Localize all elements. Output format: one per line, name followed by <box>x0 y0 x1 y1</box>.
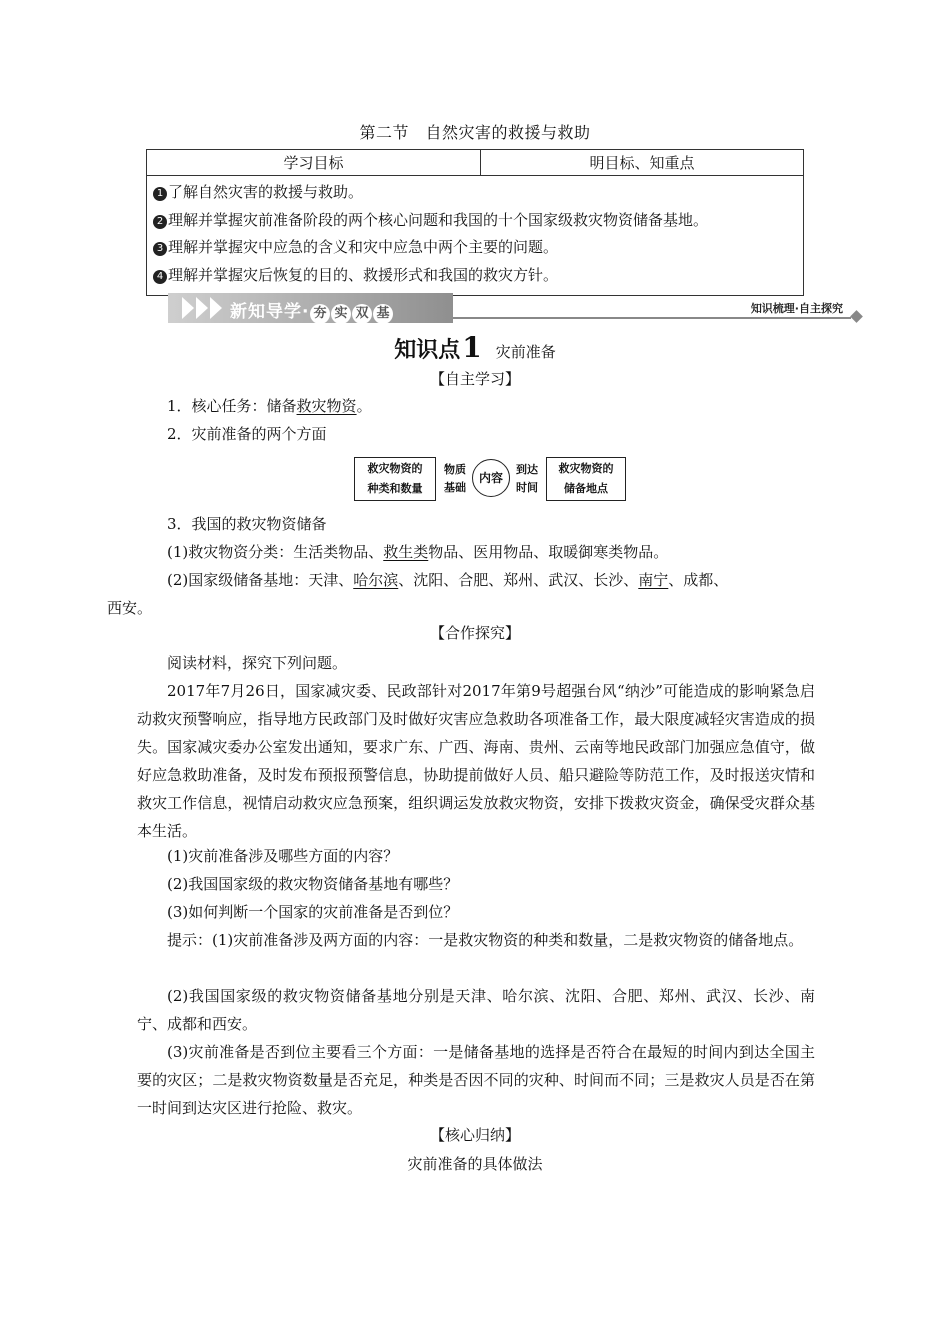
goals-list <box>147 176 804 296</box>
preparation-diagram <box>354 457 626 503</box>
question: (1)灾前准备涉及哪些方面的内容？ <box>167 847 399 865</box>
hint-paragraph: (2)我国国家级的救灾物资储备基地分别是天津、哈尔滨、沈阳、合肥、郑州、武汉、长沙、南宁、成都和西安。 <box>137 987 815 1033</box>
chevron-right-icon <box>182 297 194 319</box>
number-badge-icon: 4 <box>153 270 167 284</box>
chevron-right-icon <box>210 297 222 319</box>
number-badge-icon: 3 <box>153 242 167 256</box>
banner-title: 新知导学· 夯 实 双 基 <box>230 297 393 324</box>
paragraph: (2)国家级储备基地：天津、哈尔滨、沈阳、合肥、郑州、武汉、长沙、南宁、成都、 西安。 <box>107 571 729 617</box>
goals-header-col2: 明目标、知重点 <box>481 150 804 176</box>
banner-subtitle: 知识梳理·自主探究 <box>750 302 843 315</box>
chevron-right-icon <box>196 297 208 319</box>
question: (3)如何判断一个国家的灾前准备是否到位？ <box>167 903 459 921</box>
page-title: 第二节 自然灾害的救援与救助 <box>359 123 591 142</box>
goal-item: 4 理解并掌握灾后恢复的目的、救援形式和我国的救灾方针。 <box>153 262 803 290</box>
subheading: 灾前准备的具体做法 <box>407 1155 543 1173</box>
knowledge-point-heading: 知识点1 灾前准备 <box>394 331 556 364</box>
question: (2)我国国家级的救灾物资储备基地有哪些？ <box>167 875 459 893</box>
section-heading-core: 【核心归纳】 <box>429 1126 520 1144</box>
goal-item: 1 了解自然灾害的救援与救助。 <box>153 179 803 207</box>
paragraph: 3．我国的救灾物资储备 <box>167 515 327 533</box>
paragraph: 2．灾前准备的两个方面 <box>167 425 327 443</box>
goal-item: 3 理解并掌握灾中应急的含义和灾中应急中两个主要的问题。 <box>153 234 803 262</box>
paragraph: 1．核心任务：储备救灾物资。 <box>167 397 372 415</box>
number-badge-icon: 2 <box>153 215 167 229</box>
section-heading-self-study: 【自主学习】 <box>429 370 520 388</box>
diagram-label-left: 物质 基础 <box>444 463 466 494</box>
paragraph: 阅读材料，探究下列问题。 <box>167 654 348 672</box>
diamond-icon <box>850 310 863 323</box>
goal-item: 2 理解并掌握灾前准备阶段的两个核心问题和我国的十个国家级救灾物资储备基地。 <box>153 207 803 235</box>
material-paragraph: 2017年7月26日，国家减灾委、民政部针对2017年第9号超强台风“纳沙”可能造成的影响紧急启动救灾预警响应，指导地方民政部门及时做好灾害应急救助各项准备工作，最大限度减轻灾害造成的损失。国家减灾委办公室发出通知，要求广东、广西、海南、贵州、云南等地民政部门加强应急值守，做好应急救助准备，及时发布预报预警信息，协助提前做好人员、船只避险等防范工作，及时报送灾情和救灾工作信息，视情启动救灾应急预案，组织调运发放救灾物资，安排下拨救灾资金，确保受灾群众基本生活。 <box>137 682 815 840</box>
number-badge-icon: 1 <box>153 187 167 201</box>
diagram-box-left: 救灾物资的 种类和数量 <box>354 457 436 501</box>
diagram-box-right: 救灾物资的 储备地点 <box>546 457 626 501</box>
hint-paragraph: (3)灾前准备是否到位主要看三个方面：一是储备基地的选择是否符合在最短的时间内到达全国主要的灾区；二是救灾物资数量是否充足，种类是否因不同的灾种、时间而不同；三是救灾人员是否在第一时间到达灾区进行抢险、救灾。 <box>137 1043 815 1117</box>
section-heading-cooperate: 【合作探究】 <box>429 624 520 642</box>
diagram-center-oval: 内容 <box>472 459 510 497</box>
goals-header-col1: 学习目标 <box>147 150 481 176</box>
diagram-label-right: 到达 时间 <box>516 463 538 494</box>
paragraph: (1)救灾物资分类：生活类物品、救生类物品、医用物品、取暖御寒类物品。 <box>167 543 669 561</box>
learning-goals-table <box>146 149 804 296</box>
banner-rule <box>453 317 851 319</box>
hint-paragraph: 提示：(1)灾前准备涉及两方面的内容：一是救灾物资的种类和数量，二是救灾物资的储备地点。 <box>167 931 804 949</box>
section-banner <box>168 293 863 323</box>
